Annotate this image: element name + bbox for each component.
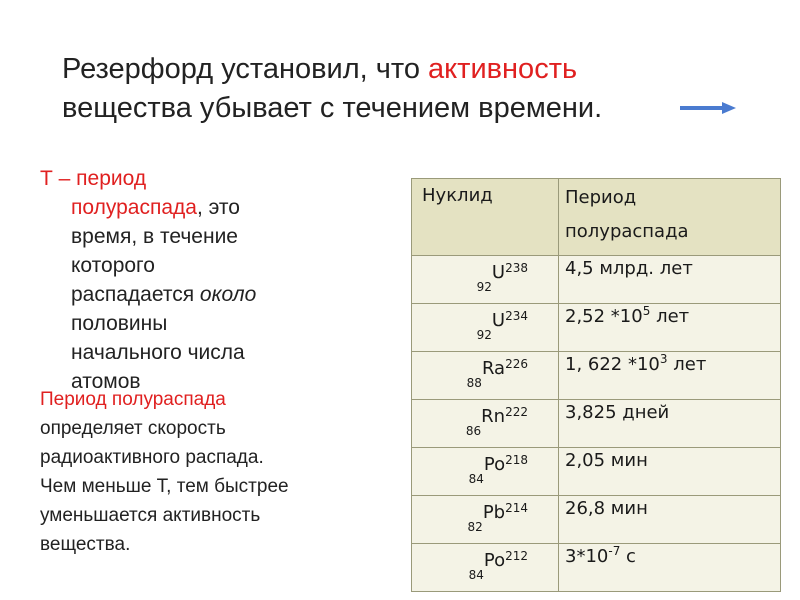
mass-number: 234 (505, 309, 528, 323)
element-symbol: U (491, 262, 506, 283)
explanation-highlight: Период полураспада (40, 389, 226, 410)
definition-line: распадается (71, 283, 200, 306)
period-cell (559, 496, 781, 544)
definition-term: полураспада (71, 196, 197, 219)
half-life-table (411, 178, 781, 592)
atomic-number: 88 (466, 375, 482, 390)
period-value: 2,52 *10 (565, 306, 643, 327)
nuclide-cell (412, 448, 559, 496)
table-row (412, 352, 781, 400)
header-nuclide: Нуклид (412, 179, 559, 256)
header-period-line1: Период (565, 187, 637, 208)
table-row (412, 448, 781, 496)
table-header-row (412, 179, 781, 256)
definition-emphasis: около (199, 283, 257, 306)
nuclide-cell (412, 496, 559, 544)
definition-line: атомов (71, 370, 141, 393)
period-value: 3,825 дней (565, 402, 670, 423)
explanation-line: уменьшается активность (40, 505, 261, 526)
mass-number: 212 (505, 549, 528, 563)
element-symbol: Po (483, 550, 506, 571)
nuclide-cell (412, 400, 559, 448)
mass-number: 222 (505, 405, 528, 419)
period-unit: лет (667, 354, 707, 375)
header-period-line2: полураспада (565, 221, 689, 242)
element-symbol: Pb (482, 502, 506, 523)
element-symbol: Rn (481, 406, 506, 427)
atomic-number: 84 (468, 471, 484, 486)
definition-t-label: Т – период (40, 167, 147, 190)
mass-number: 214 (505, 501, 528, 515)
heading-highlight: активность (428, 53, 578, 85)
atomic-number: 92 (476, 279, 492, 294)
mass-number: 238 (505, 261, 528, 275)
period-exponent: 3 (659, 352, 668, 366)
table-row (412, 256, 781, 304)
nuclide-cell (412, 304, 559, 352)
element-symbol: Po (483, 454, 506, 475)
period-unit: лет (650, 306, 690, 327)
definition-line: половины (71, 312, 168, 335)
right-arrow-icon[interactable] (678, 100, 738, 116)
explanation-line: определяет скорость (40, 418, 226, 439)
explanation-line: радиоактивного распада. (40, 447, 264, 468)
definition-line: начального числа (71, 341, 245, 364)
period-exponent: -7 (608, 544, 621, 558)
mass-number: 226 (505, 357, 528, 371)
nuclide-cell (412, 256, 559, 304)
half-life-explanation (40, 385, 412, 559)
definition-line: время, в течение (71, 225, 238, 248)
heading-text: Резерфорд установил, что (62, 53, 429, 85)
table-row (412, 304, 781, 352)
period-cell (559, 256, 781, 304)
period-value: 2,05 мин (565, 450, 648, 471)
nuclide-cell (412, 544, 559, 592)
table-row (412, 400, 781, 448)
period-cell (559, 400, 781, 448)
mass-number: 218 (505, 453, 528, 467)
element-symbol: U (491, 310, 506, 331)
explanation-line: вещества. (40, 534, 131, 555)
table-row (412, 544, 781, 592)
heading-line2: вещества убывает с течением времени. (62, 92, 603, 124)
header-period (559, 179, 781, 256)
atomic-number: 86 (465, 423, 482, 438)
half-life-definition (40, 164, 370, 396)
definition-line: которого (71, 254, 155, 277)
period-cell (559, 304, 781, 352)
period-exponent: 5 (642, 304, 651, 318)
element-symbol: Ra (481, 358, 506, 379)
period-value: 26,8 мин (565, 498, 648, 519)
period-value: 1, 622 *10 (565, 354, 660, 375)
period-cell (559, 352, 781, 400)
period-value: 4,5 млрд. лет (565, 258, 693, 279)
nuclide-cell (412, 352, 559, 400)
slide-heading (62, 50, 762, 128)
explanation-line: Чем меньше Т, тем быстрее (40, 476, 289, 497)
period-cell (559, 544, 781, 592)
period-value: 3*10 (565, 546, 609, 567)
period-unit: с (620, 546, 636, 567)
atomic-number: 92 (476, 327, 492, 342)
definition-after-term: , это (196, 196, 240, 219)
atomic-number: 82 (467, 519, 483, 534)
atomic-number: 84 (468, 567, 484, 582)
period-cell (559, 448, 781, 496)
table-row (412, 496, 781, 544)
